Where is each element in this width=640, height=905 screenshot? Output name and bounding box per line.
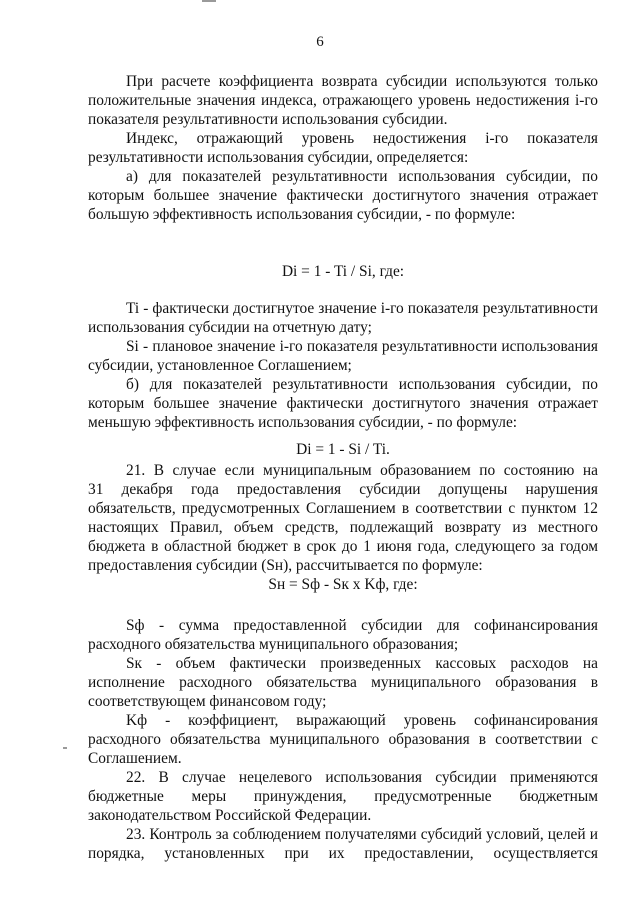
- text-line: предоставления субсидии (Sн), рассчитывается по формуле:: [88, 557, 483, 574]
- page-number: 6: [316, 34, 324, 50]
- text-line: результативности использования субсидии, определяется:: [88, 149, 469, 166]
- text-line: которым большее значение фактически достигнутого значения отражает: [88, 187, 598, 204]
- text-line: меньшую эффективность использования субсидии, - по формуле:: [88, 414, 518, 431]
- text-line: соответствующем финансовом году;: [88, 693, 327, 710]
- text-line: При расчете коэффициента возврата субсидии используются только: [126, 73, 598, 90]
- formula: Sн = Sф - Sк x Kф, где:: [268, 576, 418, 593]
- text-line: показателя результативности использования субсидии.: [88, 111, 448, 128]
- text-line: Sк - объем фактически произведенных кассовых расходов на: [126, 655, 598, 672]
- text-line: обязательств, предусмотренных Соглашением в соответствии с пунктом 12: [88, 500, 598, 517]
- formula: Di = 1 - Si / Ti.: [296, 441, 390, 458]
- text-line: большую эффективность использования субсидии, - по формуле:: [88, 206, 516, 223]
- text-line: исполнение расходного обязательства муниципального образования в: [88, 674, 598, 691]
- text-line: порядка, установленных при их предоставлении, осуществляется: [88, 845, 598, 862]
- text-line: бюджетные меры принуждения, предусмотренные бюджетным: [88, 788, 598, 805]
- text-line: Si - плановое значение i-го показателя результативности использования: [126, 338, 598, 355]
- text-line: 21. В случае если муниципальным образованием по состоянию на: [126, 462, 598, 479]
- text-line: расходного обязательства муниципального образования;: [88, 636, 459, 653]
- text-line: настоящих Правил, объем средств, подлежащий возврату из местного: [88, 519, 598, 536]
- text-line: расходного обязательства муниципального образования в соответствии с: [88, 731, 598, 748]
- text-line: Соглашением.: [88, 750, 182, 767]
- formula: Di = 1 - Ti / Si, где:: [281, 263, 405, 280]
- text-line: Kф - коэффициент, выражающий уровень софинансирования: [126, 712, 598, 729]
- text-line: использования субсидии на отчетную дату;: [88, 319, 372, 336]
- text-line: субсидии, установленное Соглашением;: [88, 357, 352, 374]
- text-line: которым большее значение фактически достигнутого значения отражает: [88, 395, 598, 412]
- text-line: законодательством Российской Федерации.: [88, 807, 372, 824]
- text-line: б) для показателей результативности использования субсидии, по: [126, 376, 598, 393]
- text-line: Sф - сумма предоставленной субсидии для софинансирования: [126, 617, 598, 634]
- text-line: а) для показателей результативности использования субсидии, по: [126, 168, 598, 185]
- text-line: положительные значения индекса, отражающего уровень недостижения i-го: [88, 92, 598, 109]
- scan-mark-top: [202, 0, 216, 2]
- scan-mark-left: [63, 747, 67, 749]
- text-line: Индекс, отражающий уровень недостижения i-го показателя: [126, 130, 598, 147]
- text-line: Ti - фактически достигнутое значение i-го показателя результативности: [126, 300, 598, 317]
- text-line: 31 декабря года предоставления субсидии допущены нарушения: [88, 481, 598, 498]
- text-line: 22. В случае нецелевого использования субсидии применяются: [126, 769, 598, 786]
- text-line: бюджета в областной бюджет в срок до 1 июня года, следующего за годом: [88, 538, 598, 555]
- text-line: 23. Контроль за соблюдением получателями субсидий условий, целей и: [126, 826, 598, 843]
